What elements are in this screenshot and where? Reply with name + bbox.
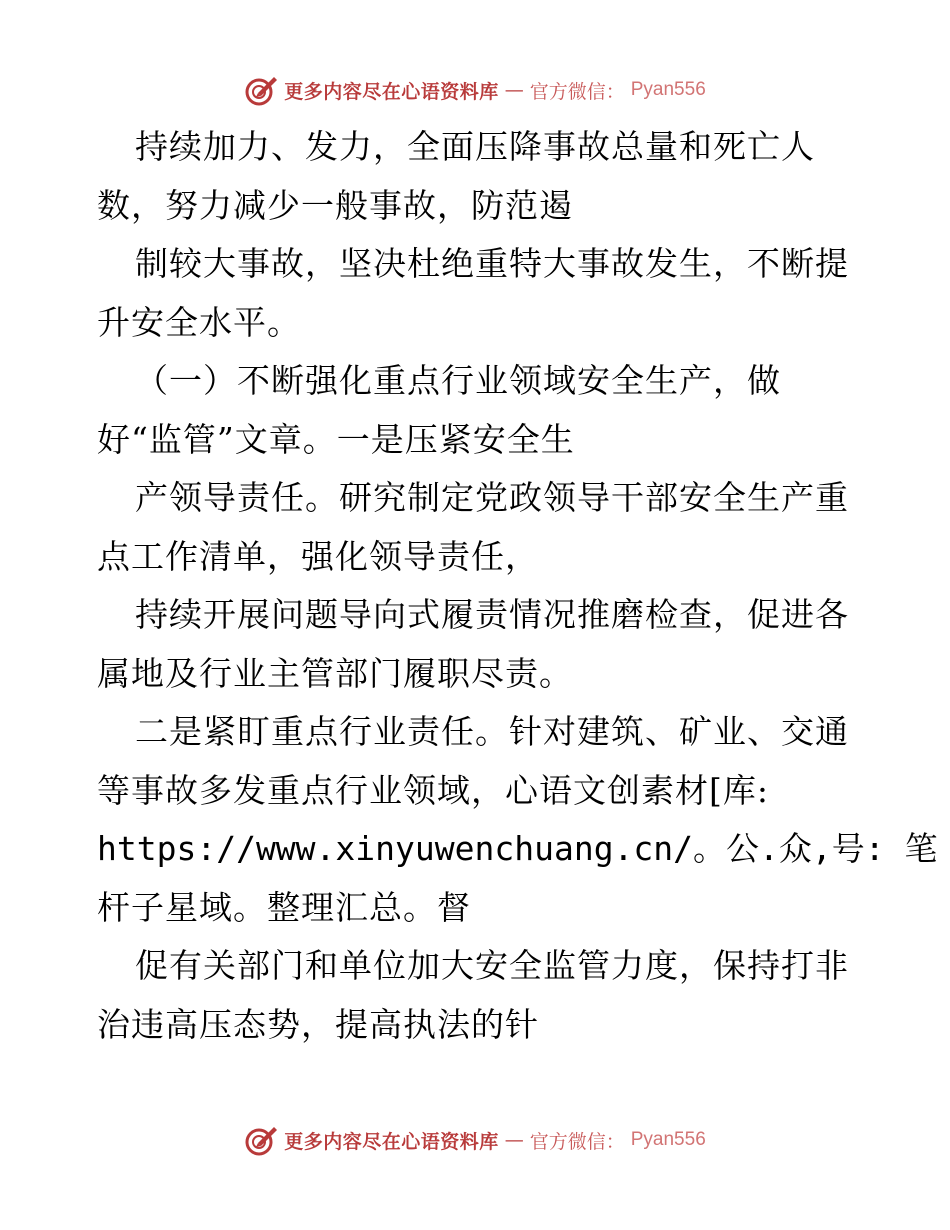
- banner-dash: —: [504, 1129, 524, 1151]
- text-line: 属地及行业主管部门履职尽责。: [97, 653, 573, 693]
- banner-title: 更多内容尽在心语资料库: [284, 1130, 499, 1153]
- banner-wechat-id: Pyan556: [630, 79, 706, 100]
- text-line: 杆子星域。整理汇总。督: [97, 887, 471, 927]
- section-heading-line: （一）不断强化重点行业领域安全生产，做: [135, 361, 781, 400]
- text-line: 产领导责任。研究制定党政领导干部安全生产重: [135, 478, 849, 517]
- text-line: 制较大事故，坚决杜绝重特大事故发生，不断提: [135, 244, 849, 283]
- banner-dash: —: [504, 79, 524, 101]
- pen-logo-icon: [244, 73, 278, 107]
- url-text-line: https://www.xinyuwenchuang.cn/。公.众,号: 笔: [97, 829, 938, 868]
- header-banner: [0, 70, 950, 110]
- text-line: 点工作清单，强化领导责任，: [97, 536, 539, 576]
- text-line: 治违高压态势，提高执法的针: [97, 1004, 539, 1044]
- pen-logo-icon: [244, 1123, 278, 1157]
- text-line: 持续加力、发力，全面压降事故总量和死亡人: [135, 127, 815, 166]
- text-line: 好“监管”文章。一是压紧安全生: [97, 419, 575, 459]
- document-body: [97, 118, 938, 1054]
- text-line: 持续开展问题导向式履责情况推磨检查，促进各: [135, 595, 849, 634]
- banner-wechat-id: Pyan556: [630, 1129, 706, 1150]
- banner-wechat-label: 官方微信：: [529, 80, 625, 103]
- banner-title: 更多内容尽在心语资料库: [284, 80, 499, 103]
- text-line: 数，努力减少一般事故，防范遏: [97, 185, 573, 225]
- text-line: 等事故多发重点行业领域，心语文创素材[库:: [97, 770, 769, 810]
- text-line: 促有关部门和单位加大安全监管力度，保持打非: [135, 946, 849, 985]
- text-line: 二是紧盯重点行业责任。针对建筑、矿业、交通: [135, 712, 849, 751]
- banner-wechat-label: 官方微信：: [529, 1130, 625, 1153]
- text-line: 升安全水平。: [97, 302, 301, 342]
- footer-banner: [0, 1120, 950, 1160]
